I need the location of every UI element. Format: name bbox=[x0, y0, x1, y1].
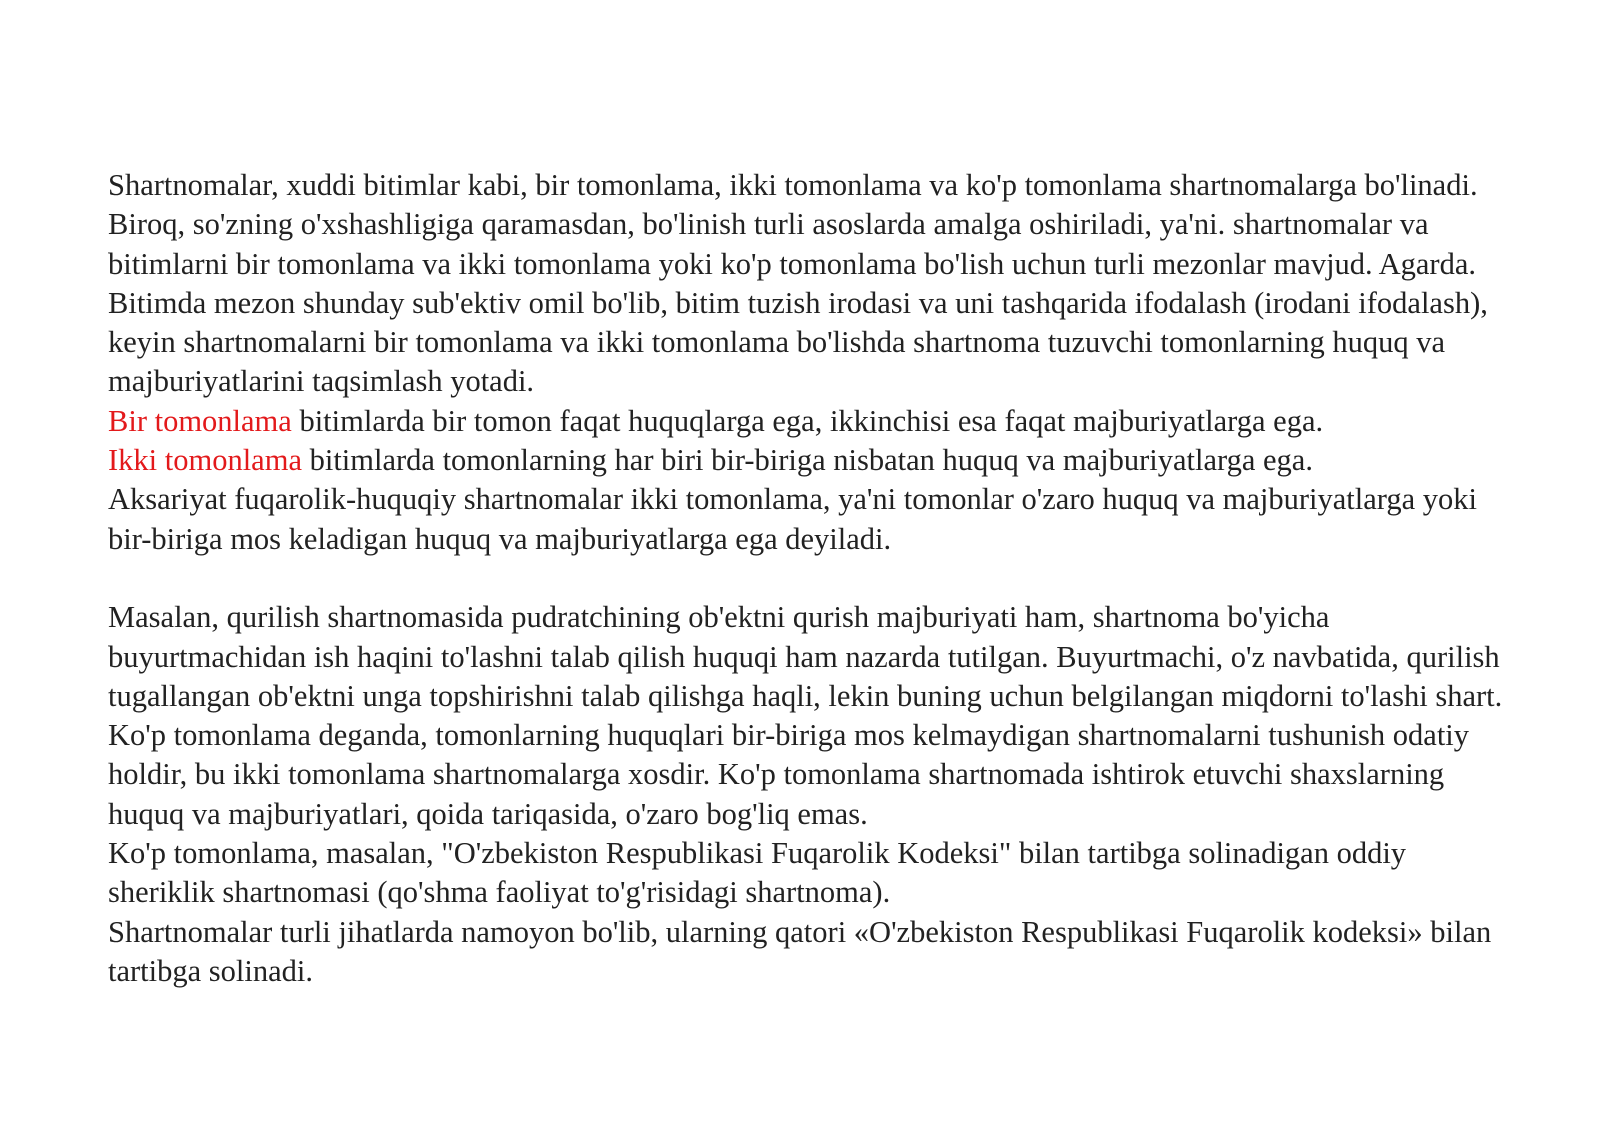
paragraph-bilateral bbox=[108, 441, 1508, 480]
paragraph-multilateral-example: Ko'p tomonlama, masalan, "O'zbekiston Respublikasi Fuqarolik Kodeksi" bilan tartibga solinadigan oddiy sheriklik shartnomasi (qo'shma faoliyat to'g'risidagi shartnoma). bbox=[108, 836, 1407, 910]
paragraph-construction-example: Masalan, qurilish shartnomasida pudratchining ob'ektni qurish majburiyati ham, shartnoma bo'yicha buyurtmachidan ish haqini to'lashni talab qilish huquqi ham nazarda tutilgan. Buyurtmachi, o'z navbatida, qurilish tugallangan ob'ektni unga topshirishni talab qilishga haqli, lekin buning uchun belgilangan miqdorni to'lashi shart. bbox=[108, 600, 1503, 713]
paragraph-division-criteria: Biroq, so'zning o'xshashligiga qaramasdan, bo'linish turli asoslarda amalga oshiriladi, ya'ni. shartnomalar va bitimlarni bir tomonlama va ikki tomonlama yoki ko'p tomonlama bo'lish uchun turli mezonlar mavjud. Agarda. Bitimda mezon shunday sub'ektiv omil bo'lib, bitim tuzish irodasi va uni tashqarida ifodalash (irodani ifodalash), keyin shartnomalarni bir tomonlama va ikki tomonlama bo'lishda shartnoma tuzuvchi tomonlarning huquq va majburiyatlarini taqsimlash yotadi. bbox=[108, 207, 1488, 399]
paragraph-contract-types: Shartnomalar, xuddi bitimlar kabi, bir tomonlama, ikki tomonlama va ko'p tomonlama shartnomalarga bo'linadi. bbox=[108, 168, 1478, 202]
document-body bbox=[108, 166, 1508, 991]
paragraph-multilateral: Ko'p tomonlama deganda, tomonlarning huquqlari bir-biriga mos kelmaydigan shartnomalarni tushunish odatiy holdir, bu ikki tomonlama shartnomalarga xosdir. Ko'p tomonlama shartnomada ishtirok etuvchi shaxslarning huquq va majburiyatlari, qoida tariqasida, o'zaro bog'liq emas. bbox=[108, 718, 1470, 831]
unilateral-definition: bitimlarda bir tomon faqat huquqlarga ega, ikkinchisi esa faqat majburiyatlarga ega. bbox=[291, 403, 1324, 438]
bilateral-definition: bitimlarda tomonlarning har biri bir-biriga nisbatan huquq va majburiyatlarga ega. bbox=[301, 443, 1313, 478]
paragraph-unilateral bbox=[108, 402, 1508, 441]
paragraph-civil-code: Shartnomalar turli jihatlarda namoyon bo'lib, ularning qatori «O'zbekiston Respublikasi Fuqarolik kodeksi» bilan tartibga solinadi. bbox=[108, 914, 1492, 988]
term-bilateral: Ikki tomonlama bbox=[108, 443, 302, 478]
paragraph-majority-bilateral: Aksariyat fuqarolik-huquqiy shartnomalar ikki tomonlama, ya'ni tomonlar o'zaro huquq va majburiyatlarga yoki bir-biriga mos keladigan huquq va majburiyatlarga ega deyiladi. bbox=[108, 482, 1478, 556]
term-unilateral: Bir tomonlama bbox=[108, 403, 292, 438]
